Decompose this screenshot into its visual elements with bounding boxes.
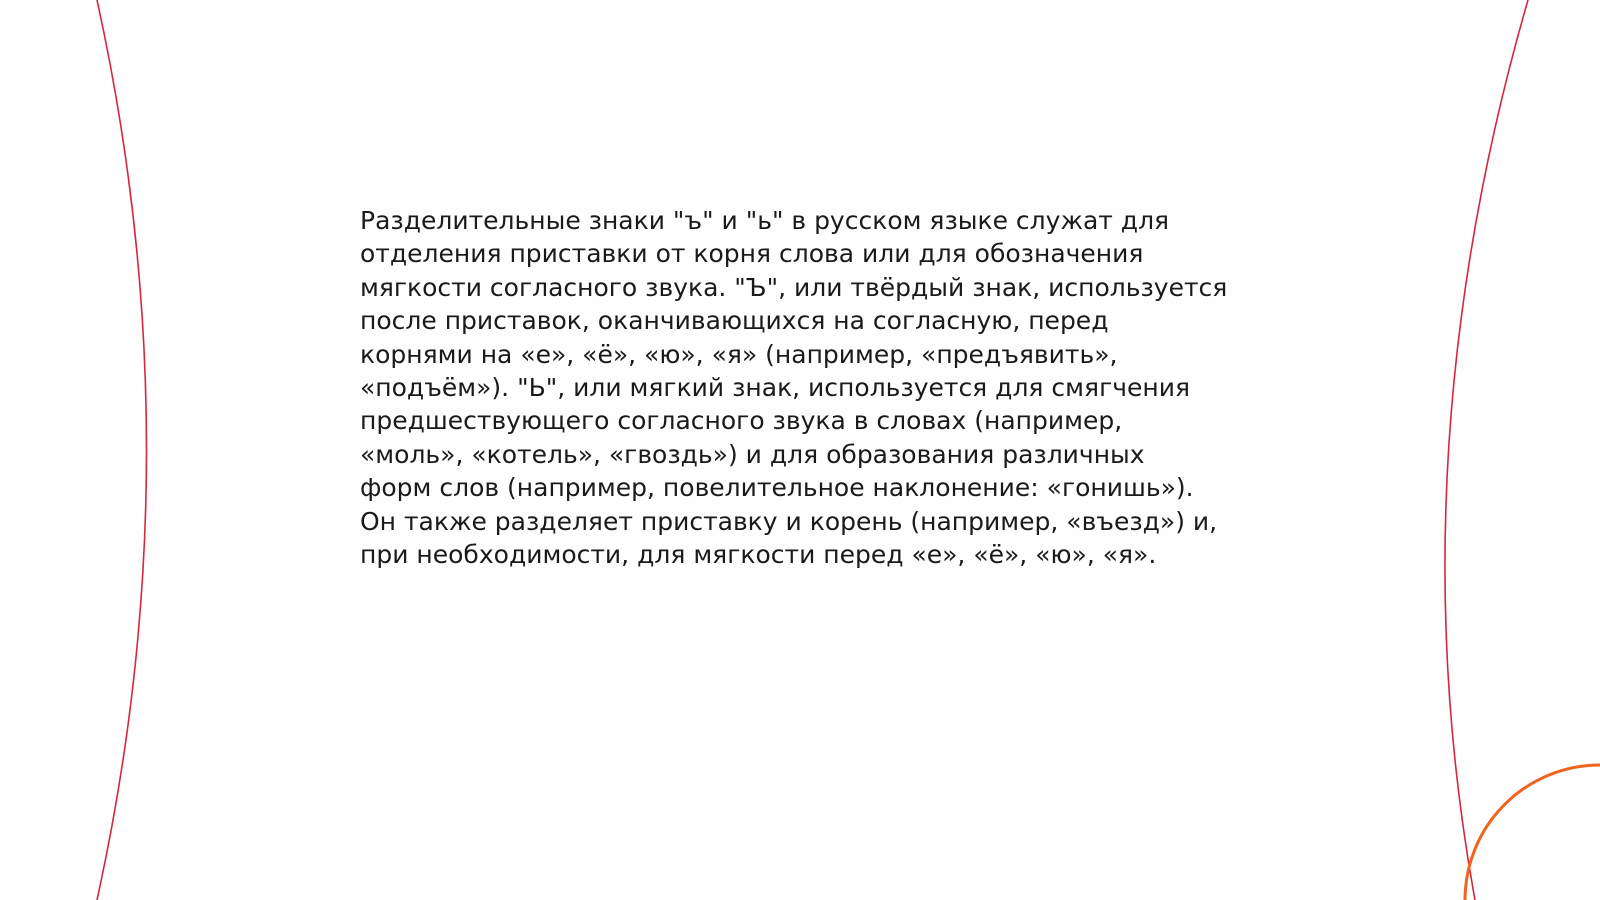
paragraph-line: после приставок, оканчивающихся на согласную, перед [360, 306, 1109, 336]
paragraph-line: отделения приставки от корня слова или для обозначения [360, 239, 1144, 269]
paragraph-line: Разделительные знаки "ъ" и "ь" в русском языке служат для [360, 206, 1170, 235]
paragraph-line: Он также разделяет приставку и корень (например, «въезд») и, [360, 506, 1218, 536]
paragraph-line: мягкости согласного звука. "Ъ", или твёрдый знак, используется [360, 272, 1228, 302]
paragraph-line: при необходимости, для мягкости перед «е», «ё», «ю», «я». [360, 540, 1157, 570]
paragraph-line: корнями на «е», «ё», «ю», «я» (например, «предъявить», [360, 339, 1118, 369]
paragraph-line: предшествующего согласного звука в словах (например, [360, 406, 1123, 436]
paragraph-line: «подъём»). "Ь", или мягкий знак, используется для смягчения [360, 373, 1190, 403]
corner-circle-outline [1465, 765, 1600, 900]
right-curve-line [1445, 0, 1528, 900]
paragraph-line: «моль», «котель», «гвоздь») и для образования различных [360, 439, 1145, 469]
body-paragraph [360, 204, 1260, 571]
paragraph-line: форм слов (например, повелительное наклонение: «гонишь»). [360, 473, 1194, 503]
left-curve-line [97, 0, 147, 900]
